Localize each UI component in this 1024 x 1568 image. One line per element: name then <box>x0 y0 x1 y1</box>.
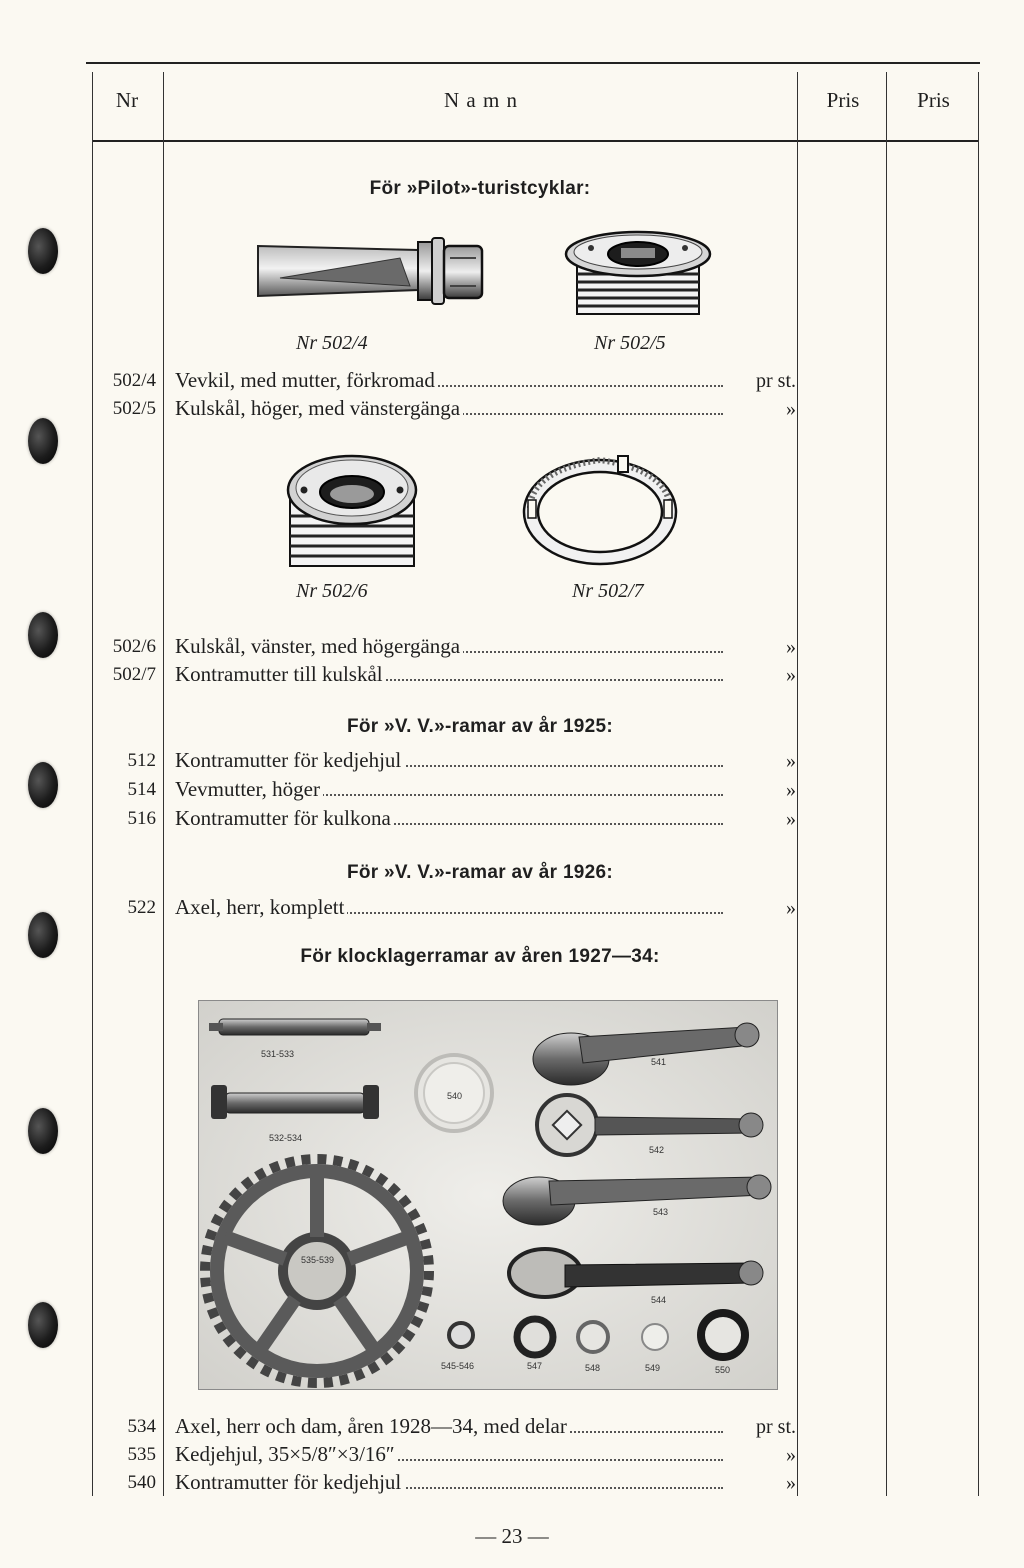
photo-label: 548 <box>585 1363 601 1373</box>
item-name-text: Kulskål, vänster, med högergänga <box>175 634 463 658</box>
caption-502-6: Nr 502/6 <box>296 580 368 602</box>
item-name <box>175 634 723 659</box>
item-name <box>175 662 723 687</box>
binder-hole <box>28 612 58 658</box>
section-heading-klocklager: För klocklagerramar av åren 1927—34: <box>300 946 660 967</box>
caption-502-5: Nr 502/5 <box>594 332 666 354</box>
photo-label: 549 <box>645 1363 661 1373</box>
section-heading-vv-1926: För »V. V.»-ramar av år 1926: <box>346 862 614 883</box>
photo-label: 543 <box>653 1207 669 1217</box>
illustration-kontramutter-kulskal <box>520 448 680 568</box>
item-nr: 512 <box>127 750 156 771</box>
header-namn: N a m n <box>443 88 519 112</box>
axle-531-533 <box>209 1019 381 1035</box>
header-pris-1: Pris <box>826 88 860 112</box>
caption-502-7: Nr 502/7 <box>572 580 644 602</box>
column-divider <box>886 72 887 1496</box>
item-name-text: Axel, herr, komplett <box>175 895 347 919</box>
item-unit: » <box>786 779 796 801</box>
section-heading-vv-1925: För »V. V.»-ramar av år 1925: <box>346 716 614 737</box>
item-name-text: Vevkil, med mutter, förkromad <box>175 368 438 392</box>
item-name-text: Kedjehjul, 35×5/8″×3/16″ <box>175 1442 398 1466</box>
page-number: — 23 — <box>475 1524 549 1548</box>
item-name-text: Kontramutter för kulkona <box>175 806 394 830</box>
binder-hole <box>28 762 58 808</box>
item-name <box>175 1442 723 1467</box>
photo-label: 547 <box>527 1361 543 1371</box>
header-nr: Nr <box>115 88 139 112</box>
parts-photo-drawing <box>199 1001 777 1389</box>
column-divider <box>797 72 798 1496</box>
item-unit: » <box>786 897 796 919</box>
binder-hole <box>28 1302 58 1348</box>
photo-label: 531-533 <box>261 1049 295 1059</box>
header-pris-2: Pris <box>917 88 950 112</box>
item-name <box>175 1414 723 1439</box>
column-divider <box>978 72 979 1496</box>
item-nr: 535 <box>127 1444 156 1465</box>
item-name-text: Kontramutter för kedjehjul <box>175 1470 404 1494</box>
item-name <box>175 806 723 831</box>
photo-label: 545-546 <box>441 1361 475 1371</box>
item-unit: » <box>786 664 796 686</box>
photo-label: 542 <box>649 1145 665 1155</box>
item-unit: » <box>786 1472 796 1494</box>
parts-photograph <box>198 1000 778 1390</box>
item-nr: 540 <box>127 1472 156 1493</box>
item-unit: » <box>786 808 796 830</box>
item-name <box>175 777 723 802</box>
item-unit: pr st. <box>756 370 796 392</box>
illustration-kulskal-hoger <box>563 224 713 320</box>
binder-hole <box>28 228 58 274</box>
item-name-text: Kontramutter till kulskål <box>175 662 386 686</box>
photo-label: 550 <box>715 1365 731 1375</box>
item-nr: 534 <box>127 1416 156 1437</box>
photo-label: 535-539 <box>301 1255 335 1265</box>
illustration-vevkil <box>250 228 490 312</box>
top-rule <box>86 62 980 64</box>
item-unit: pr st. <box>756 1416 796 1438</box>
item-nr: 516 <box>127 808 156 829</box>
item-name <box>175 895 723 920</box>
photo-label: 532-534 <box>269 1133 303 1143</box>
item-nr: 502/7 <box>112 664 156 685</box>
binder-hole <box>28 418 58 464</box>
item-name-text: Kulskål, höger, med vänstergänga <box>175 396 463 420</box>
column-divider <box>163 72 164 1496</box>
item-nr: 514 <box>127 779 156 800</box>
header-rule <box>92 140 978 142</box>
item-nr: 502/4 <box>112 370 156 391</box>
binder-hole <box>28 1108 58 1154</box>
item-unit: » <box>786 398 796 420</box>
photo-label: 540 <box>447 1091 463 1101</box>
item-name-text: Kontramutter för kedjehjul <box>175 748 404 772</box>
item-nr: 522 <box>127 897 156 918</box>
item-name <box>175 748 723 773</box>
item-unit: » <box>786 750 796 772</box>
item-unit: » <box>786 1444 796 1466</box>
item-nr: 502/6 <box>112 636 156 657</box>
illustration-kulskal-vanster <box>282 450 422 576</box>
item-nr: 502/5 <box>112 398 156 419</box>
item-name-text: Vevmutter, höger <box>175 777 323 801</box>
photo-label: 541 <box>651 1057 667 1067</box>
item-name <box>175 1470 723 1495</box>
item-name <box>175 368 723 393</box>
section-heading-pilot: För »Pilot»-turistcyklar: <box>369 178 591 199</box>
item-unit: » <box>786 636 796 658</box>
binder-hole <box>28 912 58 958</box>
photo-label: 544 <box>651 1295 667 1305</box>
caption-502-4: Nr 502/4 <box>296 332 368 354</box>
item-name-text: Axel, herr och dam, åren 1928—34, med delar <box>175 1414 570 1438</box>
item-name <box>175 396 723 421</box>
column-divider <box>92 72 93 1496</box>
